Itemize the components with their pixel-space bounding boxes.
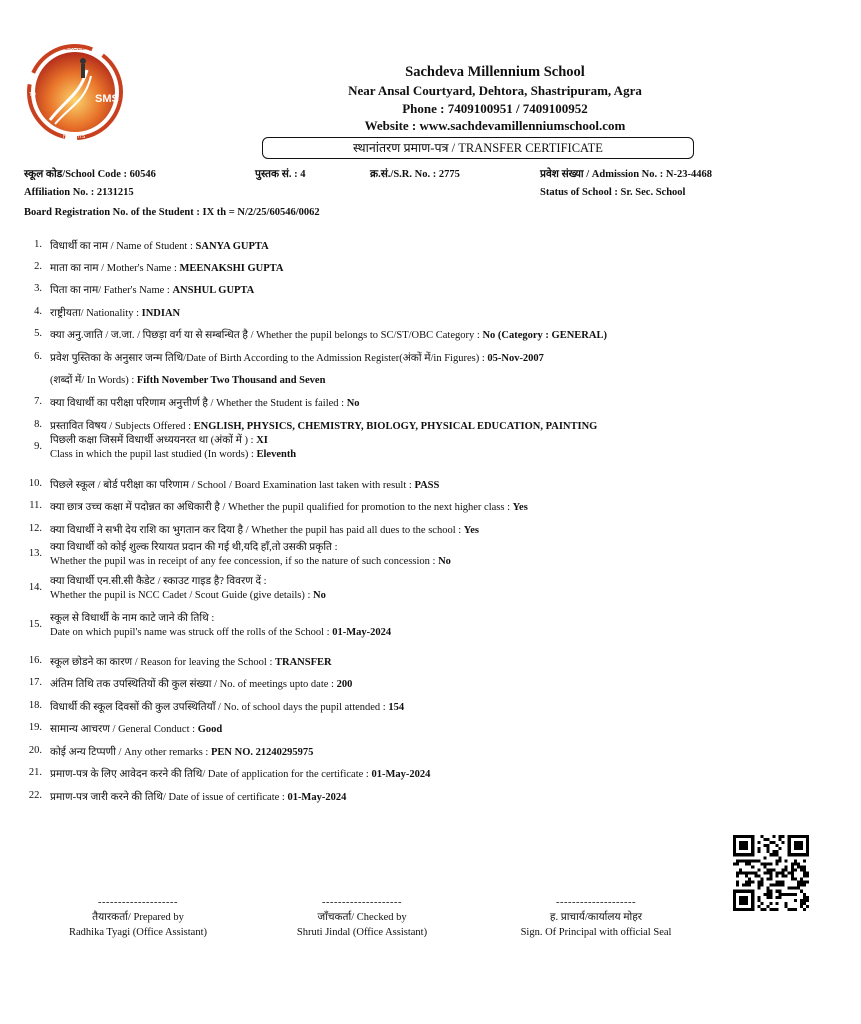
field-value: Yes [463,525,479,536]
field-number: 21. [28,767,42,778]
field-value: ENGLISH, PHYSICS, CHEMISTRY, BIOLOGY, PHYSICAL EDUCATION, PAINTING [193,421,598,432]
logo-text: SMS [95,93,119,105]
field-value: Yes [512,502,528,513]
field-label: क्या विधार्थी एन.सी.सी कैडेट / स्काउट गाइड है? विवरण दें : [50,576,267,587]
principal-signature: -------------------- ह. प्राचार्य/कार्यालय मोहर Sign. Of Principal with official Seal [520,897,672,938]
field-number: 16. [28,655,42,666]
affiliation-number: Affiliation No. : 2131215 [24,187,134,198]
field-label: कोई अन्य टिप्पणी / Any other remarks : [50,747,209,758]
field-value: Eleventh [256,449,297,460]
field-number: 2. [34,261,42,272]
field-number: 22. [28,790,42,801]
school-phone: Phone : 7409100951 / 7409100952 [402,101,588,116]
school-code: स्कूल कोड/School Code : 60546 [24,169,156,180]
svg-text:TO: TO [29,92,36,98]
field-number: 5. [34,328,42,339]
svg-text:HEIGHTS: HEIGHTS [63,134,86,140]
field-number: 15. [28,619,42,630]
field-number: 11. [29,500,42,511]
field-number: 12. [28,523,42,534]
field-number: 13. [28,548,42,559]
field-label: पिछली कक्षा जिसमें विधार्थी अध्ययनरत था (अंकों में ) : [50,435,254,446]
field-number: 17. [28,677,42,688]
field-value: XI [256,435,268,446]
field-value: 154 [388,702,405,713]
svg-text:EXCEL: EXCEL [65,46,85,52]
prepared-by-signature: -------------------- तैयारकर्ता/ Prepared by Radhika Tyagi (Office Assistant) [69,897,207,938]
field-number: 9. [34,441,42,452]
field-value: 01-May-2024 [371,769,431,780]
field-label: क्या छात्र उच्च कक्षा में पदोन्नत का अधिकारी है / Whether the pupil qualified for promotion to the next higher class : [50,502,510,513]
field-value: SANYA GUPTA [195,241,269,252]
field-number: 10. [28,478,42,489]
field-label: स्कूल से विधार्थी के नाम काटे जाने की तिथि : [50,613,215,624]
field-label: राष्ट्रीयता/ Nationality : [50,308,139,319]
field-value: No [313,590,326,601]
checked-by-signature: -------------------- जाँचकर्ता/ Checked by Shruti Jindal (Office Assistant) [296,897,428,938]
book-number: पुस्तक सं. : 4 [255,169,306,180]
school-website: Website : www.sachdevamillenniumschool.com [364,118,626,133]
field-number: 19. [28,722,42,733]
field-number: 1. [34,239,42,250]
field-number: 20. [28,745,42,756]
field-label: (शब्दों में/ In Words) : [50,375,135,386]
school-address: Near Ansal Courtyard, Dehtora, Shastripuram, Agra [348,83,642,98]
school-name: Sachdeva Millennium School [405,64,585,80]
field-value: 01-May-2024 [287,792,347,803]
field-label: प्रवेश पुस्तिका के अनुसार जन्म तिथि/Date of Birth According to the Admission Register(अंकों में/in Figures) : [50,353,485,364]
field-label: विधार्थी की स्कूल दिवसों की कुल उपस्थितियाँ / No. of school days the pupil attended : [50,702,386,713]
school-logo [25,40,125,140]
field-number: 6. [34,351,42,362]
field-label: Class in which the pupil last studied (In words) : [50,449,254,460]
field-value: Fifth November Two Thousand and Seven [136,375,326,386]
field-label: प्रमाण-पत्र जारी करने की तिथि/ Date of issue of certificate : [50,792,285,803]
field-label: क्या अनु.जाति / ज.जा. / पिछड़ा वर्ग या से सम्बन्धित है / Whether the pupil belongs to SC/ST/OBC Category : [50,330,480,341]
admission-number: प्रवेश संख्या / Admission No. : N-23-4468 [540,169,712,180]
field-label: प्रस्तावित विषय / Subjects Offered : [50,421,192,432]
field-number: 4. [34,306,42,317]
field-label: पिता का नाम/ Father's Name : [50,285,170,296]
board-registration: Board Registration No. of the Student : IX th = N/2/25/60546/0062 [24,207,320,218]
certificate-title: स्थानांतरण प्रमाण-पत्र / TRANSFER CERTIFICATE [262,137,694,159]
field-number: 7. [34,396,42,407]
field-value: INDIAN [141,308,181,319]
field-label: Date on which pupil's name was struck off the rolls of the School : [50,627,330,638]
field-value: ANSHUL GUPTA [172,285,255,296]
field-value: 05-Nov-2007 [487,353,544,364]
field-value: 200 [336,679,353,690]
field-label: क्या विधार्थी ने सभी देय राशि का भुगतान कर दिया है / Whether the pupil has paid all dues to the school : [50,525,462,536]
field-label: पिछले स्कूल / बोर्ड परीक्षा का परिणाम / School / Board Examination last taken with result : [50,480,412,491]
field-label: प्रमाण-पत्र के लिए आवेदन करने की तिथि/ Date of application for the certificate : [50,769,369,780]
field-label: Whether the pupil is NCC Cadet / Scout Guide (give details) : [50,590,311,601]
field-label: Whether the pupil was in receipt of any fee concession, if so the nature of such concession : [50,556,436,567]
field-value: 01-May-2024 [332,627,392,638]
field-number: 18. [28,700,42,711]
field-label: सामान्य आचरण / General Conduct : [50,724,196,735]
field-label: अंतिम तिथि तक उपस्थितियों की कुल संख्या / No. of meetings upto date : [50,679,334,690]
field-value: No [438,556,451,567]
field-number: 14. [28,582,42,593]
field-label: माता का नाम / Mother's Name : [50,263,177,274]
field-value: No [346,398,360,409]
field-value: No (Category : GENERAL) [482,330,607,341]
field-number: 3. [34,283,42,294]
field-label: स्कूल छोडने का कारण / Reason for leaving the School : [50,657,273,668]
field-value: TRANSFER [275,657,332,668]
field-label: विधार्थी का नाम / Name of Student : [50,241,193,252]
field-value: MEENAKSHI GUPTA [179,263,284,274]
school-status: Status of School : Sr. Sec. School [540,187,686,198]
field-value: PEN NO. 21240295975 [210,747,314,758]
field-value: Good [197,724,223,735]
field-value: PASS [414,480,440,491]
field-label: क्या विधार्थी को कोई शुल्क रियायत प्रदान की गई थी,यदि हाँ,तो उसकी प्रकृति : [50,542,338,553]
qr-code [733,835,809,911]
field-number: 8. [34,419,42,430]
field-label: क्या विधार्थी का परीक्षा परिणाम अनुत्तीर्ण है / Whether the Student is failed : [50,398,345,409]
sr-number: क्र.सं./S.R. No. : 2775 [370,169,460,180]
